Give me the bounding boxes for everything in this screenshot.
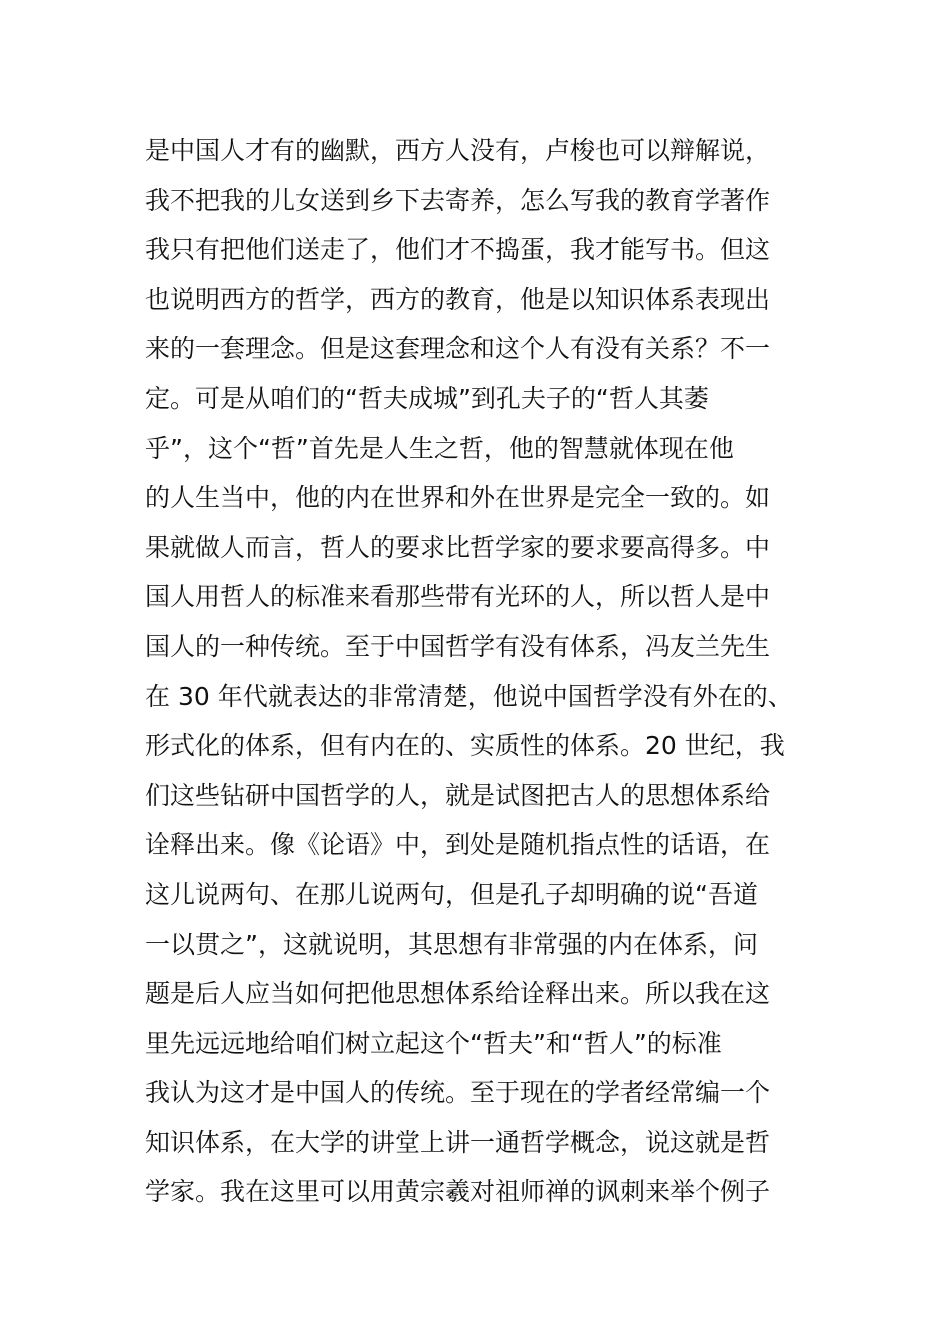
text-line: 定。可是从咱们的“哲夫成城”到孔夫子的“哲人其萎 xyxy=(145,383,709,413)
text-line: 我只有把他们送走了，他们才不捣蛋，我才能写书。但这 xyxy=(145,235,771,265)
text-line: 国人的一种传统。至于中国哲学有没有体系，冯友兰先生 xyxy=(145,631,771,661)
text-line: 这儿说两句、在那儿说两句，但是孔子却明确的说“吾道 xyxy=(145,879,758,909)
text-line: 是中国人才有的幽默，西方人没有，卢梭也可以辩解说， xyxy=(145,136,771,165)
text-line: 里先远远地给咱们树立起这个“哲夫”和“哲人”的标准 xyxy=(145,1028,722,1058)
text-line: 学家。我在这里可以用黄宗羲对祖师禅的讽刺来举个例子 xyxy=(145,1177,771,1207)
body-text xyxy=(145,126,825,1217)
text-line: 也说明西方的哲学，西方的教育，他是以知识体系表现出 xyxy=(145,284,771,314)
text-line: 形式化的体系，但有内在的、实质性的体系。20 世纪，我 xyxy=(145,731,785,761)
text-line: 们这些钻研中国哲学的人，就是试图把古人的思想体系给 xyxy=(145,780,771,810)
text-line: 知识体系，在大学的讲堂上讲一通哲学概念，说这就是哲 xyxy=(145,1127,771,1157)
text-line: 我不把我的儿女送到乡下去寄养，怎么写我的教育学著作 xyxy=(145,185,771,215)
text-line: 一以贯之”，这就说明，其思想有非常强的内在体系，问 xyxy=(145,929,758,959)
text-line: 果就做人而言，哲人的要求比哲学家的要求要高得多。中 xyxy=(145,532,771,562)
text-line: 在 30 年代就表达的非常清楚，他说中国哲学没有外在的、 xyxy=(145,681,793,711)
text-line: 国人用哲人的标准来看那些带有光环的人，所以哲人是中 xyxy=(145,582,771,612)
text-line: 我认为这才是中国人的传统。至于现在的学者经常编一个 xyxy=(145,1078,771,1108)
text-line: 乎”，这个“哲”首先是人生之哲，他的智慧就体现在他 xyxy=(145,433,734,463)
text-line: 来的一套理念。但是这套理念和这个人有没有关系？不一 xyxy=(145,334,771,364)
text-line: 题是后人应当如何把他思想体系给诠释出来。所以我在这 xyxy=(145,979,771,1009)
text-line: 诠释出来。像《论语》中，到处是随机指点性的话语，在 xyxy=(145,830,771,860)
text-line: 的人生当中，他的内在世界和外在世界是完全一致的。如 xyxy=(145,483,771,513)
